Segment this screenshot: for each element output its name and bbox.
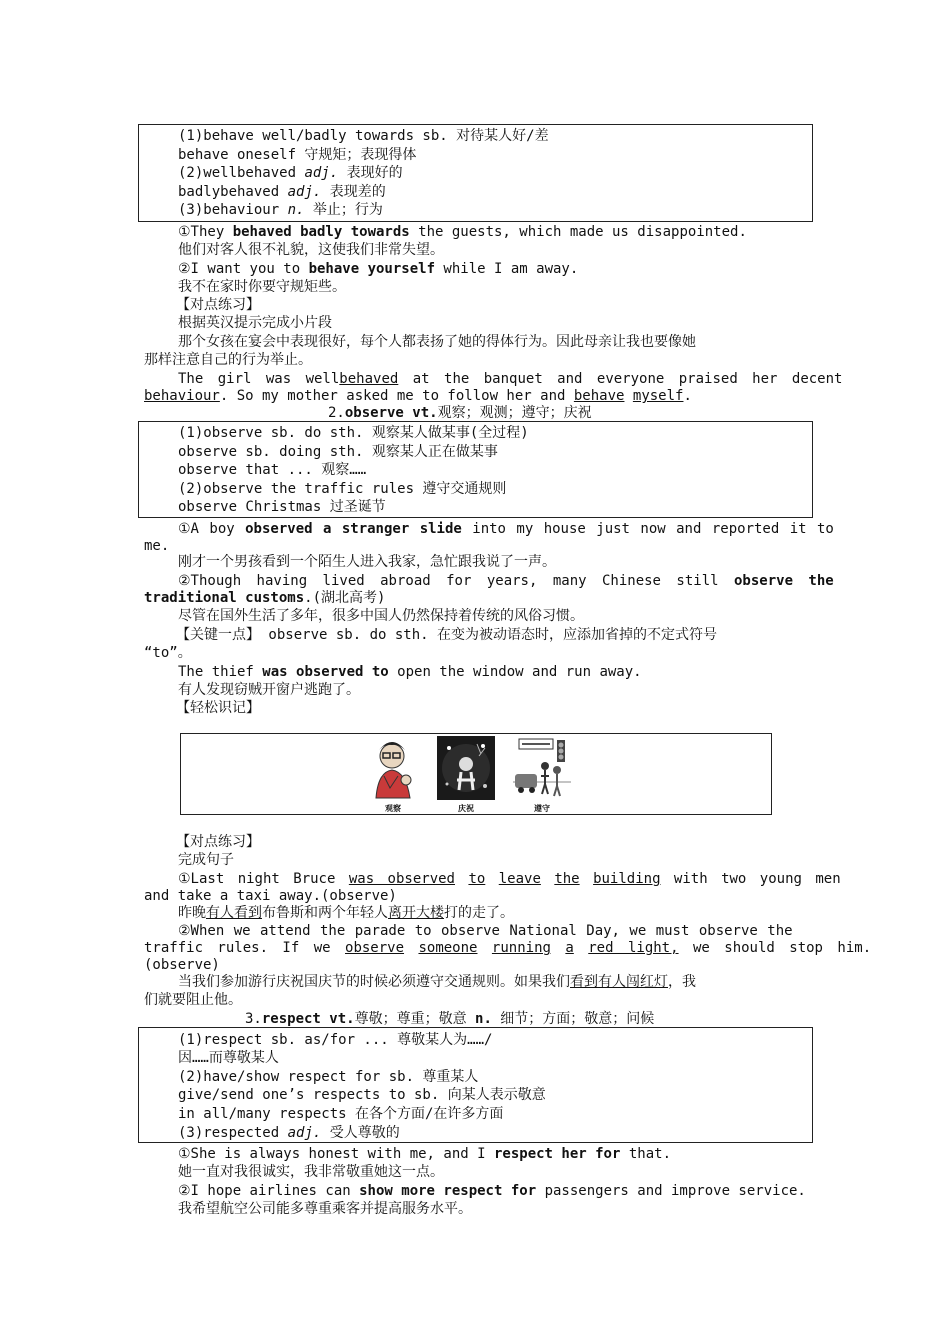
example-sentence: ①They behaved badly towards the guests, which made us disappointed. (178, 224, 747, 240)
box-line: (2)observe the traffic rules 遵守交通规则 (178, 481, 507, 497)
example-translation: 刚才一个男孩看到一个陌生人进入我家，急忙跟我说了一声。 (178, 554, 556, 570)
example-sentence: ①She is always honest with me, and I respect her for that. (178, 1146, 671, 1162)
example-translation: 尽管在国外生活了多年，很多中国人仍然保持着传统的风俗习惯。 (178, 608, 584, 624)
observe-illustration (364, 736, 422, 800)
example-sentence: ②I hope airlines can show more respect for passengers and improve service. (178, 1183, 806, 1199)
practice-answer: (observe) (144, 957, 220, 973)
memory-figure (180, 733, 772, 815)
example-sentence: The thief was observed to open the window and run away. (178, 664, 642, 680)
section-heading-observe: 2.observe vt.观察；观测；遵守；庆祝 (328, 405, 592, 421)
box-line: behave oneself 守规矩；表现得体 (178, 147, 417, 163)
example-translation: 我希望航空公司能多尊重乘客并提高服务水平。 (178, 1201, 472, 1217)
box-line: (1)behave well/badly towards sb. 对待某人好/差 (178, 128, 549, 144)
example-sentence: ②Though having lived abroad for years, many Chinese still observe the (178, 573, 834, 589)
box-line: 因……而尊敬某人 (178, 1050, 279, 1066)
box-line: give/send one’s respects to sb. 向某人表示敬意 (178, 1087, 546, 1103)
practice-answer: ②When we attend the parade to observe National Day, we must observe the (178, 923, 793, 939)
practice-instruction: 完成句子 (178, 852, 234, 868)
box-line: observe sb. doing sth. 观察某人正在做某事 (178, 444, 498, 460)
practice-answer: traffic rules. If we observe someone running a red light, we should stop him. (144, 940, 872, 956)
box-line: observe that ... 观察…… (178, 462, 367, 478)
figure-label: 遵守 (534, 804, 550, 813)
practice-answer: The girl was wellbehaved at the banquet and everyone praised her decent (178, 371, 843, 387)
practice-chinese: 当我们参加游行庆祝国庆节的时候必须遵守交通规则。如果我们看到有人闯红灯，我 (178, 974, 696, 990)
example-sentence: ②I want you to behave yourself while I am away. (178, 261, 579, 277)
obey-illustration (513, 736, 571, 800)
practice-chinese: 昨晚有人看到布鲁斯和两个年轻人离开大楼打的走了。 (178, 905, 514, 921)
practice-answer: ①Last night Bruce was observed to leave the building with two young men (178, 871, 841, 887)
box-line: (2)wellbehaved adj. 表现好的 (178, 165, 403, 181)
practice-answer: behaviour. So my mother asked me to follow her and behave myself. (144, 388, 692, 404)
figure-label: 庆祝 (458, 804, 474, 813)
box-line: (1)observe sb. do sth. 观察某人做某事(全过程) (178, 425, 529, 441)
example-sentence: ①A boy observed a stranger slide into my house just now and reported it to (178, 521, 834, 537)
example-translation: 她一直对我很诚实，我非常敬重她这一点。 (178, 1164, 444, 1180)
example-translation: 他们对客人很不礼貌，这使我们非常失望。 (178, 242, 444, 258)
practice-chinese: 那个女孩在宴会中表现很好，每个人都表扬了她的得体行为。因此母亲让我也要像她 (178, 334, 696, 350)
box-line: (3)respected adj. 受人尊敬的 (178, 1125, 400, 1141)
box-line: in all/many respects 在各个方面/在许多方面 (178, 1106, 504, 1122)
example-translation: 有人发现窃贼开窗户逃跑了。 (178, 682, 360, 698)
example-translation: 我不在家时你要守规矩些。 (178, 279, 346, 295)
practice-title: 【对点练习】 (176, 834, 260, 850)
practice-chinese: 那样注意自己的行为举止。 (144, 352, 312, 368)
practice-chinese: 们就要阻止他。 (144, 992, 242, 1008)
box-line: observe Christmas 过圣诞节 (178, 499, 386, 515)
practice-instruction: 根据英汉提示完成小片段 (178, 315, 332, 331)
section-heading-respect: 3.respect vt.尊敬；尊重；敬意 n. 细节；方面；敬意；问候 (245, 1011, 655, 1027)
example-sentence: traditional customs.(湖北高考) (144, 590, 386, 606)
box-line: (1)respect sb. as/for ... 尊敬某人为……/ (178, 1032, 493, 1048)
box-line: badlybehaved adj. 表现差的 (178, 184, 386, 200)
memo-title: 【轻松识记】 (176, 700, 260, 716)
key-point-note: “to”。 (144, 645, 192, 661)
practice-title: 【对点练习】 (176, 297, 260, 313)
box-line: (2)have/show respect for sb. 尊重某人 (178, 1069, 479, 1085)
figure-label: 观察 (385, 804, 401, 813)
box-line: (3)behaviour n. 举止；行为 (178, 202, 383, 218)
practice-answer: and take a taxi away.(observe) (144, 888, 397, 904)
celebrate-illustration (437, 736, 495, 800)
key-point-note: 【关键一点】 observe sb. do sth. 在变为被动语态时，应添加省掉的不定式符号 (176, 627, 718, 643)
example-sentence: me. (144, 538, 170, 554)
